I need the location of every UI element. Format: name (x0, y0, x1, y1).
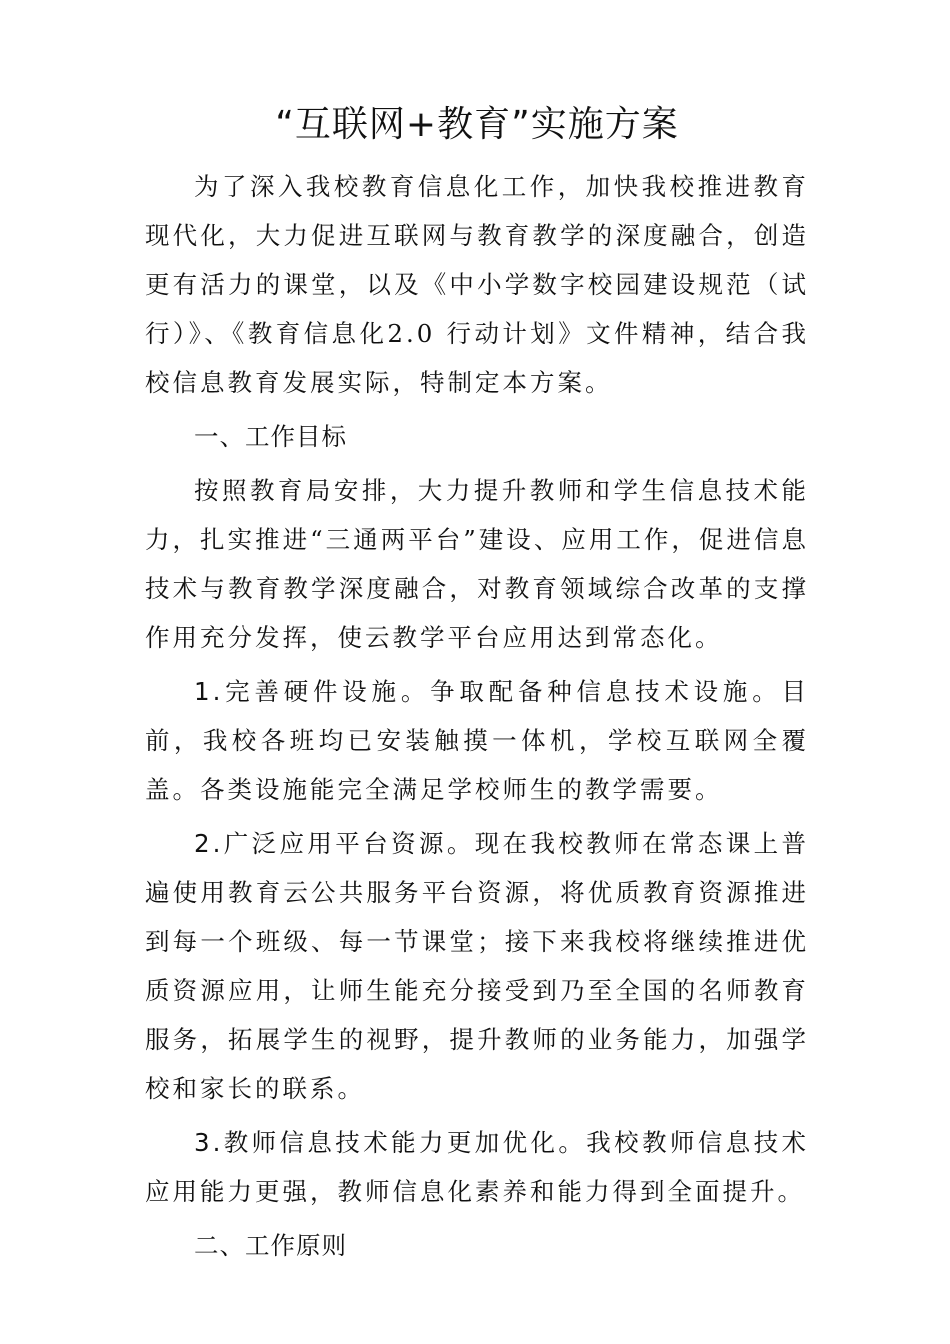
section-heading-goals: 一、工作目标 (194, 422, 347, 451)
goal-item-2-text: 现在我校教师在常态课上普遍使用教育云公共服务平台资源，将优质教育资源推进到每一个班级、每一节课堂；接下来我校将继续推进优质资源应用，让师生能充分接受到乃至全国的名师教育服务，拓展学生的视野，提升教师的业务能力，加强学校和家长的联系。 (145, 829, 810, 1103)
goal-item-3-lead: 3.教师信息技术能力更加优化。 (194, 1128, 587, 1157)
goal-item-2 (145, 819, 809, 1113)
document-title: “互联网+教育”实施方案 (275, 104, 679, 145)
goal-item-3-text: 我校教师信息技术应用能力更强，教师信息化素养和能力得到全面提升。 (145, 1128, 810, 1206)
goal-item-2-lead: 2.广泛应用平台资源。 (194, 829, 475, 858)
document-page (145, 100, 809, 1275)
intro-paragraph: 为了深入我校教育信息化工作，加快我校推进教育现代化，大力促进互联网与教育教学的深度融合，创造更有活力的课堂，以及《中小学数字校园建设规范（试行）》、《教育信息化2.0 行动计划》文件精神，结合我校信息教育发展实际，特制定本方案。 (145, 172, 809, 397)
goals-paragraph: 按照教育局安排，大力提升教师和学生信息技术能力，扎实推进“三通两平台”建设、应用工作，促进信息技术与教育教学深度融合，对教育领域综合改革的支撑作用充分发挥，使云教学平台应用达到常态化。 (145, 476, 809, 652)
section-heading-principles: 二、工作原则 (194, 1231, 347, 1260)
goal-item-3 (145, 1118, 809, 1216)
goal-item-1-text: 争取配备种信息技术设施。目前，我校各班均已安装触摸一体机，学校互联网全覆盖。各类设施能完全满足学校师生的教学需要。 (145, 677, 809, 804)
goal-item-1-lead: 1.完善硬件设施。 (194, 677, 431, 706)
goal-item-1 (145, 667, 809, 814)
